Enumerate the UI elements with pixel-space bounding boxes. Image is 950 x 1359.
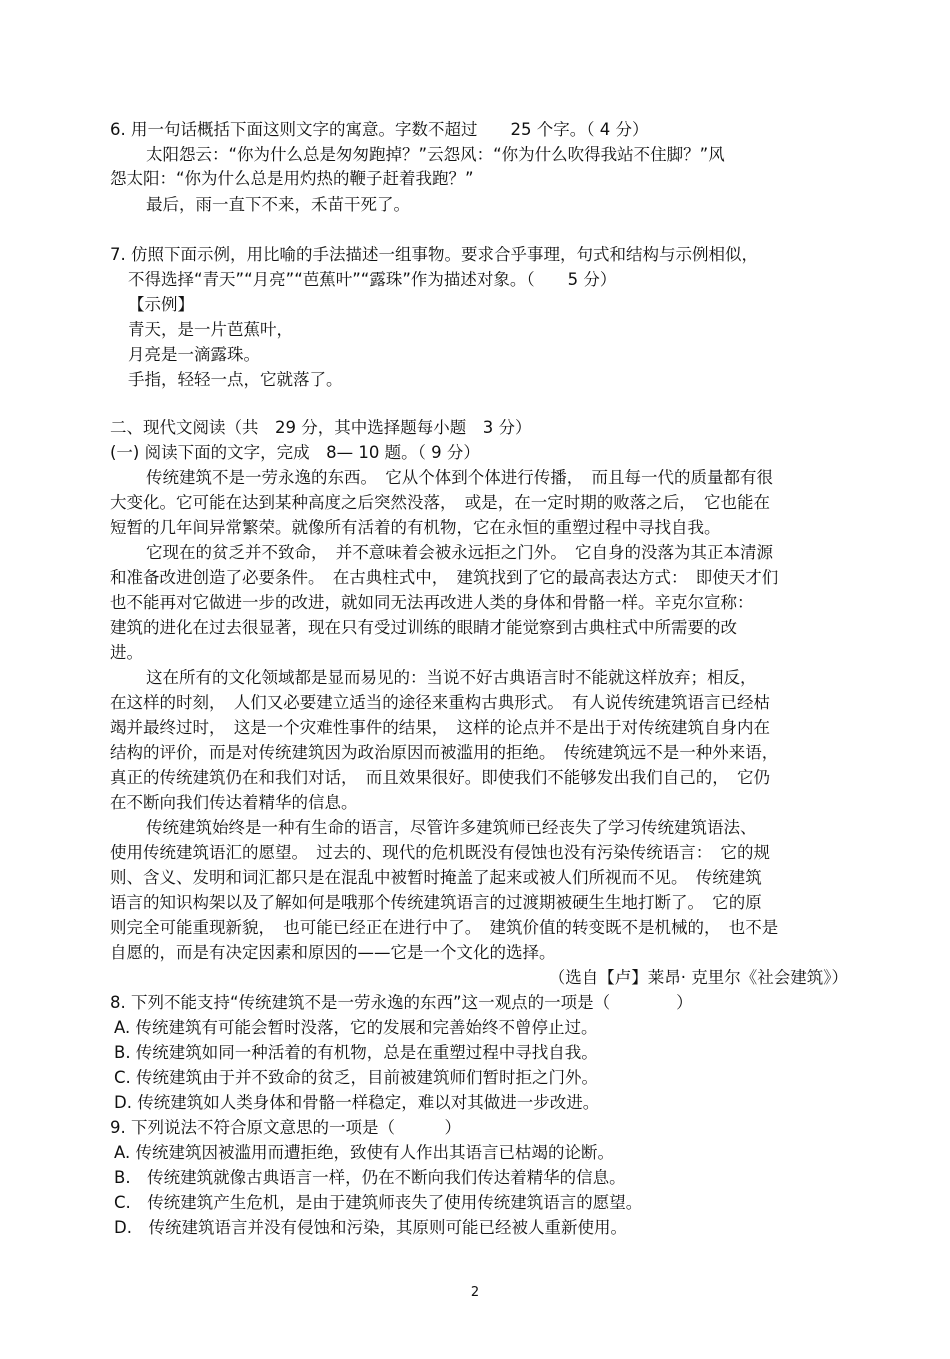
passage-line: 也不能再对它做进一步的改进，就如同无法再改进人类的身体和骨骼一样。辛克尔宣称： — [110, 593, 754, 612]
q8-option-b: B. 传统建筑如同一种活着的有机物，总是在重塑过程中寻找自我。 — [114, 1043, 598, 1062]
q7-stem: 7. 仿照下面示例，用比喻的手法描述一组事物。要求合乎事理，句式和结构与示例相似， — [110, 245, 758, 264]
passage-line: 它现在的贫乏并不致命， 并不意味着会被永远拒之门外。 它自身的没落为其正本清源 — [146, 543, 773, 562]
passage-line: 建筑的进化在过去很显著，现在只有受过训练的眼睛才能觉察到古典柱式中所需要的改 — [110, 618, 737, 637]
passage-line: 进。 — [110, 643, 143, 662]
passage-line: 大变化。它可能在达到某种高度之后突然没落， 或是，在一定时期的败落之后， 它也能在 — [110, 493, 770, 512]
passage-line: 传统建筑始终是一种有生命的语言，尽管许多建筑师已经丧失了学习传统建筑语法、 — [146, 818, 757, 837]
q6-stem: 6. 用一句话概括下面这则文字的寓意。字数不超过 25 个字。（ 4 分） — [110, 120, 649, 139]
passage-line: 这在所有的文化领域都是显而易见的：当说不好古典语言时不能就这样放弃；相反， — [146, 668, 757, 687]
passage-line: 在这样的时刻， 人们又必要建立适当的途径来重构古典形式。 有人说传统建筑语言已经枯 — [110, 693, 770, 712]
q7-example-line: 青天，是一片芭蕉叶， — [128, 320, 293, 339]
q9-option-a: A. 传统建筑因被滥用而遭拒绝，致使有人作出其语言已枯竭的论断。 — [114, 1143, 614, 1162]
q8-stem: 8. 下列不能支持“传统建筑不是一劳永逸的东西”这一观点的一项是（ ） — [110, 993, 693, 1012]
q9-option-c: C. 传统建筑产生危机，是由于建筑师丧失了使用传统建筑语言的愿望。 — [114, 1193, 643, 1212]
passage-line: 则、含义、发明和词汇都只是在混乱中被暂时掩盖了起来或被人们所视而不见。 传统建筑 — [110, 868, 762, 887]
q9-stem: 9. 下列说法不符合原文意思的一项是（ ） — [110, 1118, 461, 1137]
q7-example-label: 【示例】 — [128, 295, 194, 314]
passage-line: 结构的评价，而是对传统建筑因为政治原因而被滥用的拒绝。 传统建筑远不是一种外来语， — [110, 743, 779, 762]
q6-text-line: 最后，雨一直下不来，禾苗干死了。 — [146, 195, 410, 214]
q6-text-line: 怨太阳：“你为什么总是用灼热的鞭子赶着我跑？” — [110, 169, 474, 188]
page-number: 2 — [470, 1285, 480, 1300]
q7-example-line: 手指，轻轻一点，它就落了。 — [128, 370, 343, 389]
q9-option-b: B. 传统建筑就像古典语言一样，仍在不断向我们传达着精华的信息。 — [114, 1168, 626, 1187]
q6-text-line: 太阳怨云：“你为什么总是匆匆跑掉？”云怨风：“你为什么吹得我站不住脚？”风 — [146, 145, 725, 164]
passage-line: 竭并最终过时， 这是一个灾难性事件的结果， 这样的论点并不是出于对传统建筑自身内在 — [110, 718, 770, 737]
q9-option-d: D. 传统建筑语言并没有侵蚀和污染，其原则可能已经被人重新使用。 — [114, 1218, 627, 1237]
q8-option-a: A. 传统建筑有可能会暂时没落，它的发展和完善始终不曾停止过。 — [114, 1018, 598, 1037]
passage-line: 使用传统建筑语汇的愿望。 过去的、现代的危机既没有侵蚀也没有污染传统语言： 它的规 — [110, 843, 770, 862]
section-sub-heading: (一) 阅读下面的文字，完成 8— 10 题。（ 9 分） — [110, 443, 480, 462]
passage-line: 和准备改进创造了必要条件。 在古典柱式中， 建筑找到了它的最高表达方式： 即使天才们 — [110, 568, 779, 587]
passage-line: 在不断向我们传达着精华的信息。 — [110, 793, 358, 812]
q8-option-d: D. 传统建筑如人类身体和骨骼一样稳定，难以对其做进一步改进。 — [114, 1093, 600, 1112]
q7-stem: 不得选择“青天”“月亮”“芭蕉叶”“露珠”作为描述对象。（ 5 分） — [128, 270, 617, 289]
passage-line: 则完全可能重现新貌， 也可能已经正在进行中了。 建筑价值的转变既不是机械的， 也不是 — [110, 918, 779, 937]
section-heading: 二、现代文阅读（共 29 分，其中选择题每小题 3 分） — [110, 418, 532, 437]
passage-line: 短暂的几年间异常繁荣。就像所有活着的有机物，它在永恒的重塑过程中寻找自我。 — [110, 518, 721, 537]
q7-example-line: 月亮是一滴露珠。 — [128, 345, 260, 364]
passage-source: （选自【卢】莱昂· 克里尔《社会建筑》） — [548, 968, 848, 987]
passage-line: 自愿的，而是有决定因素和原因的——它是一个文化的选择。 — [110, 943, 556, 962]
passage-line: 传统建筑不是一劳永逸的东西。 它从个体到个体进行传播， 而且每一代的质量都有很 — [146, 468, 773, 487]
passage-line: 真正的传统建筑仍在和我们对话， 而且效果很好。即使我们不能够发出我们自己的， 它仍 — [110, 768, 770, 787]
passage-line: 语言的知识构架以及了解如何是哦那个传统建筑语言的过渡期被硬生生地打断了。 它的原 — [110, 893, 762, 912]
q8-option-c: C. 传统建筑由于并不致命的贫乏，目前被建筑师们暂时拒之门外。 — [114, 1068, 599, 1087]
